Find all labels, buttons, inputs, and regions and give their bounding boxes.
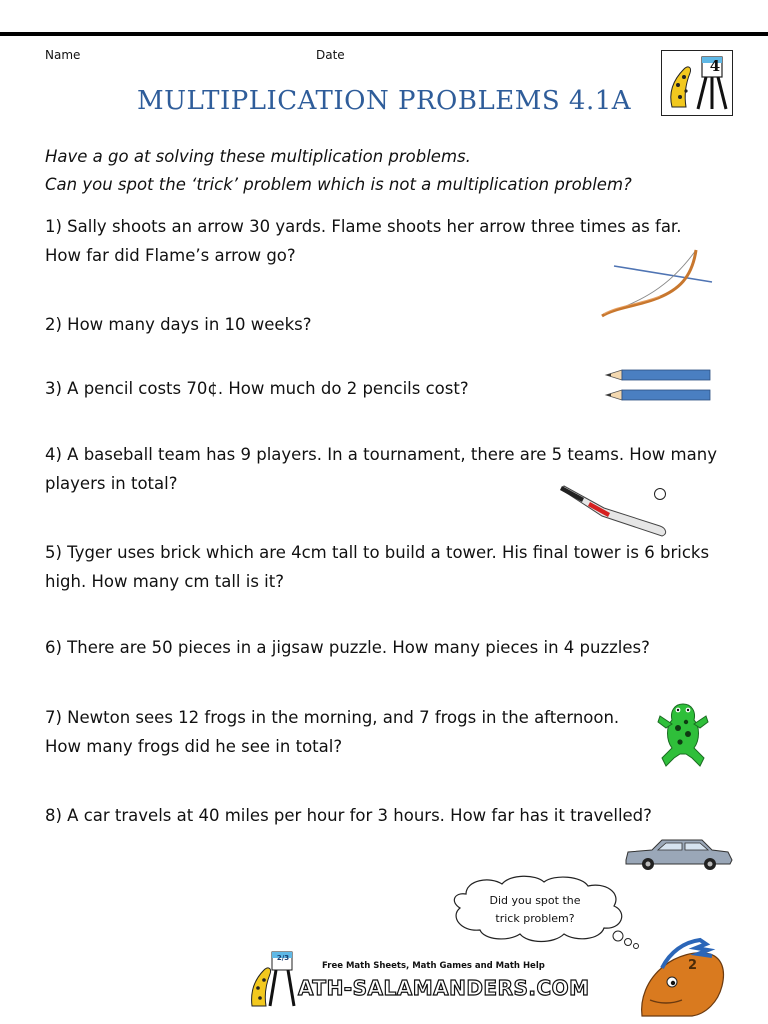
question-2-line-1: 2) How many days in 10 weeks? (45, 315, 312, 334)
footer-site-name: ATH-SALAMANDERS.COM (298, 976, 590, 1000)
footer-tagline: Free Math Sheets, Math Games and Math Help (322, 961, 545, 971)
salamander-digit: 2 (688, 958, 698, 973)
top-rule (0, 32, 768, 36)
question-8 (45, 801, 735, 830)
car-icon (622, 836, 734, 872)
pencils-icon (604, 368, 714, 404)
question-1-line-1: 1) Sally shoots an arrow 30 yards. Flame shoots her arrow three times as far. (45, 217, 682, 236)
frog-icon (656, 700, 710, 770)
baseball-bat-icon (560, 480, 675, 540)
question-6 (45, 633, 735, 662)
intro-line-1: Have a go at solving these multiplication problems. (45, 147, 471, 166)
footer-logo-digits: 2/3 (276, 954, 290, 962)
question-5 (45, 538, 735, 596)
question-3-line-1: 3) A pencil costs 70¢. How much do 2 pencils cost? (45, 379, 469, 398)
question-6-line-1: 6) There are 50 pieces in a jigsaw puzzle. How many pieces in 4 puzzles? (45, 638, 650, 657)
bubble-line-2: trick problem? (495, 912, 575, 925)
bow-and-arrow-icon (596, 242, 716, 322)
question-7-line-1: 7) Newton sees 12 frogs in the morning, and 7 frogs in the afternoon. (45, 708, 620, 727)
question-1-line-2: How far did Flame’s arrow go? (45, 246, 296, 265)
question-8-line-1: 8) A car travels at 40 miles per hour for 3 hours. How far has it travelled? (45, 806, 652, 825)
question-4-line-2: players in total? (45, 474, 178, 493)
bubble-line-1: Did you spot the (489, 894, 581, 907)
question-7-line-2: How many frogs did he see in total? (45, 737, 343, 756)
date-label: Date (316, 48, 345, 62)
intro-line-2: Can you spot the ‘trick’ problem which is not a multiplication problem? (45, 175, 632, 194)
question-4-line-1: 4) A baseball team has 9 players. In a tournament, there are 5 teams. How many (45, 445, 717, 464)
grade-number: 4 (709, 57, 721, 75)
question-5-line-1: 5) Tyger uses brick which are 4cm tall to build a tower. His final tower is 6 bricks (45, 543, 710, 562)
name-label: Name (45, 48, 81, 62)
page-title: MULTIPLICATION PROBLEMS 4.1A (136, 86, 632, 116)
question-7 (45, 703, 735, 761)
salamander-icon (636, 930, 732, 1020)
question-5-line-2: high. How many cm tall is it? (45, 572, 284, 591)
